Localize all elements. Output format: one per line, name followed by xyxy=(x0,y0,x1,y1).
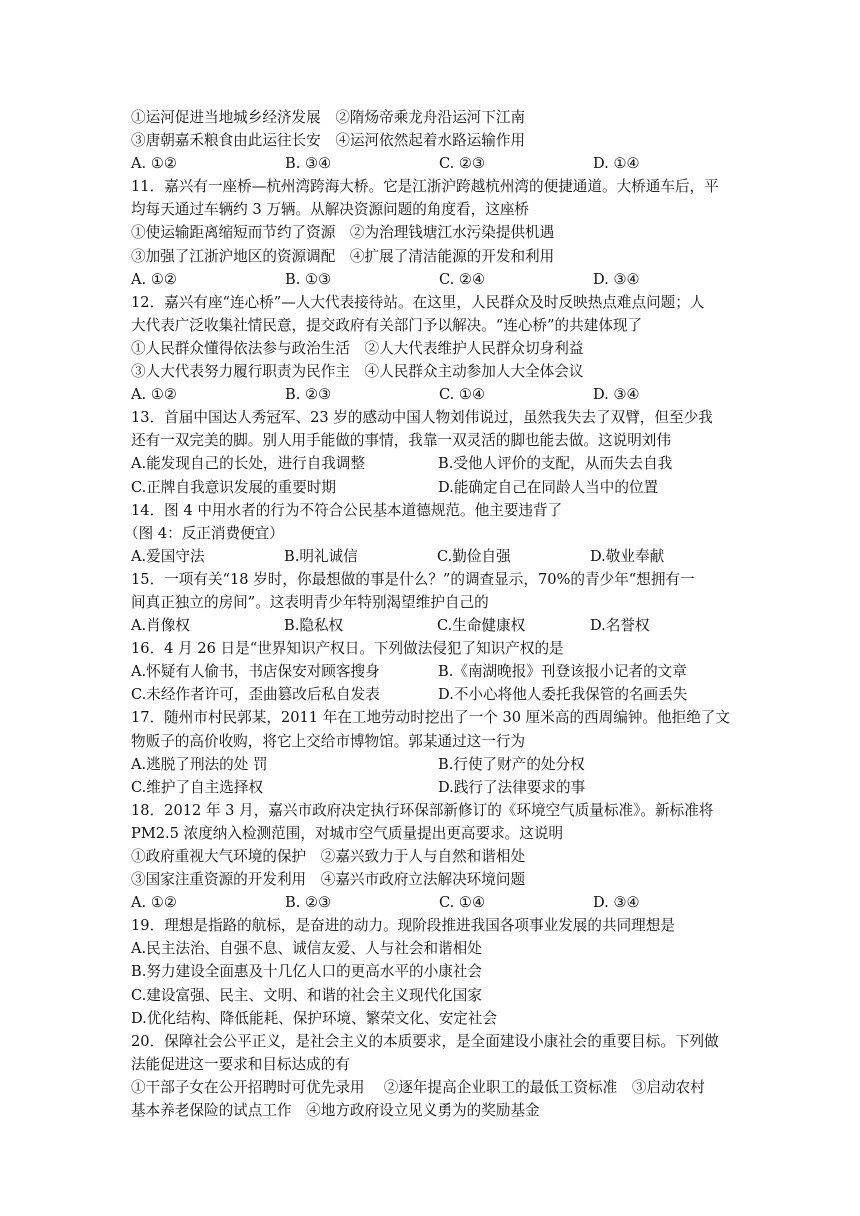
q17-option-d[interactable]: D.践行了法律要求的事 xyxy=(438,778,586,796)
q14-stem-1: 14．图 4 中用水者的行为不符合公民基本道德规范。他主要违背了 xyxy=(131,501,563,519)
q20-stem-2: 法能促进这一要求和目标达成的有 xyxy=(131,1055,350,1073)
q18-stem-1: 18．2012 年 3 月，嘉兴市政府决定执行环保部新修订的《环境空气质量标准》。新标准将 xyxy=(131,801,714,819)
q12-option-d[interactable]: D. ③④ xyxy=(593,386,640,404)
q17-option-b[interactable]: B.行使了财产的处分权 xyxy=(438,755,585,773)
q12-option-a[interactable]: A. ①② xyxy=(131,386,177,404)
q18-stem-2: PM2.5 浓度纳入检测范围，对城市空气质量提出更高要求。这说明 xyxy=(131,824,564,842)
question-column xyxy=(124,106,731,1122)
q15-option-c[interactable]: C.生命健康权 xyxy=(437,617,526,635)
q12-choice-line-1: ①人民群众懂得依法参与政治生活 ②人大代表维护人民群众切身利益 xyxy=(131,339,584,357)
q18-option-c[interactable]: C. ①④ xyxy=(439,894,486,912)
q17-options-row-1 xyxy=(131,753,731,776)
q20-choice-line-1: ①干部子女在公开招聘时可优先录用 ②逐年提高企业职工的最低工资标准 ③启动农村 xyxy=(131,1078,705,1096)
q15-options xyxy=(131,614,731,637)
q15-option-d[interactable]: D.名誉权 xyxy=(590,617,650,635)
q10-choice-line-2: ③唐朝嘉禾粮食由此运往长安 ④运河依然起着水路运输作用 xyxy=(131,132,526,150)
q14-option-a[interactable]: A.爱国守法 xyxy=(131,547,205,565)
q18-option-d[interactable]: D. ③④ xyxy=(593,894,640,912)
q15-option-a[interactable]: A.肖像权 xyxy=(131,617,190,635)
q18-option-a[interactable]: A. ①② xyxy=(131,894,177,912)
q11-option-b[interactable]: B. ①③ xyxy=(285,270,332,288)
q12-choice-line-2: ③人大代表努力履行职责为民作主 ④人民群众主动参加人大全体会议 xyxy=(131,363,584,381)
q10-choice-line-1: ①运河促进当地城乡经济发展 ②隋炀帝乘龙舟沿运河下江南 xyxy=(131,109,526,126)
q13-options-row-2 xyxy=(131,476,731,499)
q11-option-c[interactable]: C. ②④ xyxy=(439,270,486,288)
q10-options xyxy=(131,152,731,175)
q19-option-d[interactable]: D.优化结构、降低能耗、保护环境、繁荣文化、安定社会 xyxy=(131,1009,498,1027)
q18-choice-line-1: ①政府重视大气环境的保护 ②嘉兴致力于人与自然和谐相处 xyxy=(131,848,526,865)
q19-option-a[interactable]: A.民主法治、自强不息、诚信友爱、人与社会和谐相处 xyxy=(131,940,482,958)
q17-stem-2: 物贩子的高价收购，将它上交给市博物馆。郭某通过这一行为 xyxy=(131,732,526,750)
q13-stem-1: 13．首届中国达人秀冠军、23 岁的感动中国人物刘伟说过，虽然我失去了双臂，但至少我 xyxy=(131,409,713,427)
q10-option-d[interactable]: D. ①④ xyxy=(593,155,640,173)
q20-choice-line-2: 基本养老保险的试点工作 ④地方政府设立见义勇为的奖励基金 xyxy=(131,1102,540,1120)
q11-stem-1: 11．嘉兴有一座桥—杭州湾跨海大桥。它是江浙沪跨越杭州湾的便捷通道。大桥通车后，平 xyxy=(131,178,719,196)
q17-option-c[interactable]: C.维护了自主选择权 xyxy=(131,778,264,796)
q16-option-c[interactable]: C.未经作者许可，歪曲篡改后私自发表 xyxy=(131,686,380,704)
q19-option-c[interactable]: C.建设富强、民主、文明、和谐的社会主义现代化国家 xyxy=(131,986,482,1004)
q18-choice-line-2: ③国家注重资源的开发利用 ④嘉兴市政府立法解决环境问题 xyxy=(131,871,526,889)
q11-choice-line-1: ①使运输距离缩短而节约了资源 ②为治理钱塘江水污染提供机遇 xyxy=(131,224,555,242)
q11-choice-line-2: ③加强了江浙沪地区的资源调配 ④扩展了清洁能源的开发和利用 xyxy=(131,247,555,265)
q14-figure-caption: （图 4：反正消费便宜） xyxy=(124,524,284,542)
q12-stem-1: 12．嘉兴有座“连心桥”—人大代表接待站。在这里，人民群众及时反映热点难点问题；人 xyxy=(131,293,705,311)
q16-option-d[interactable]: D.不小心将他人委托我保管的名画丢失 xyxy=(438,686,688,704)
q12-options xyxy=(131,383,731,406)
q15-stem-2: 间真正独立的房间”。这表明青少年特别渴望维护自己的 xyxy=(131,593,489,611)
q16-option-b[interactable]: B.《南湖晚报》刊登该报小记者的文章 xyxy=(438,663,687,681)
q15-option-b[interactable]: B.隐私权 xyxy=(284,617,344,635)
q11-option-a[interactable]: A. ①② xyxy=(131,270,177,288)
q16-option-a[interactable]: A.怀疑有人偷书，书店保安对顾客搜身 xyxy=(131,663,380,681)
q12-option-c[interactable]: C. ①④ xyxy=(439,386,486,404)
q17-option-a[interactable]: A.逃脱了刑法的处 罚 xyxy=(131,755,268,773)
q16-options-row-1 xyxy=(131,660,731,683)
q13-options-row-1 xyxy=(131,452,731,475)
q10-option-a[interactable]: A. ①② xyxy=(131,155,177,173)
q10-option-b[interactable]: B. ③④ xyxy=(285,155,332,173)
q15-stem-1: 15．一项有关“18 岁时，你最想做的事是什么？”的调查显示，70%的青少年“想拥有一 xyxy=(131,570,695,588)
q18-options xyxy=(131,891,731,914)
q12-option-b[interactable]: B. ②③ xyxy=(285,386,332,404)
q14-option-d[interactable]: D.敬业奉献 xyxy=(590,547,665,565)
q13-stem-2: 还有一双完美的脚。别人用手能做的事情，我靠一双灵活的脚也能去做。这说明刘伟 xyxy=(131,432,671,450)
q14-option-c[interactable]: C.勤俭自强 xyxy=(437,547,511,565)
q17-options-row-2 xyxy=(131,776,731,799)
q18-option-b[interactable]: B. ②③ xyxy=(285,894,332,912)
q19-option-b[interactable]: B.努力建设全面惠及十几亿人口的更高水平的小康社会 xyxy=(131,963,483,981)
q17-stem-1: 17．随州市村民郭某，2011 年在工地劳动时挖出了一个 30 厘米高的西周编钟。他拒绝了文 xyxy=(131,709,730,727)
q11-option-d[interactable]: D. ③④ xyxy=(593,270,640,288)
q13-option-d[interactable]: D.能确定自己在同龄人当中的位置 xyxy=(438,478,659,496)
q14-option-b[interactable]: B.明礼诚信 xyxy=(284,547,358,565)
q20-stem-1: 20．保障社会公平正义，是社会主义的本质要求，是全面建设小康社会的重要目标。下列做 xyxy=(131,1032,719,1050)
q13-option-c[interactable]: C.正牌自我意识发展的重要时期 xyxy=(131,478,337,496)
q19-stem-1: 19．理想是指路的航标，是奋进的动力。现阶段推进我国各项事业发展的共同理想是 xyxy=(131,917,675,935)
q16-stem-1: 16．4 月 26 日是“世界知识产权日。下列做法侵犯了知识产权的是 xyxy=(131,640,564,658)
q16-options-row-2 xyxy=(131,683,731,706)
q13-option-a[interactable]: A.能发现自己的长处，进行自我调整 xyxy=(131,455,366,473)
q13-option-b[interactable]: B.受他人评价的支配，从而失去自我 xyxy=(438,455,673,473)
q10-option-c[interactable]: C. ②③ xyxy=(439,155,486,173)
q11-options xyxy=(131,268,731,291)
q14-options xyxy=(131,545,731,568)
q12-stem-2: 大代表广泛收集社情民意，提交政府有关部门予以解决。“连心桥”的共建体现了 xyxy=(131,316,643,334)
q11-stem-2: 均每天通过车辆约 3 万辆。从解决资源问题的角度看，这座桥 xyxy=(131,201,530,219)
